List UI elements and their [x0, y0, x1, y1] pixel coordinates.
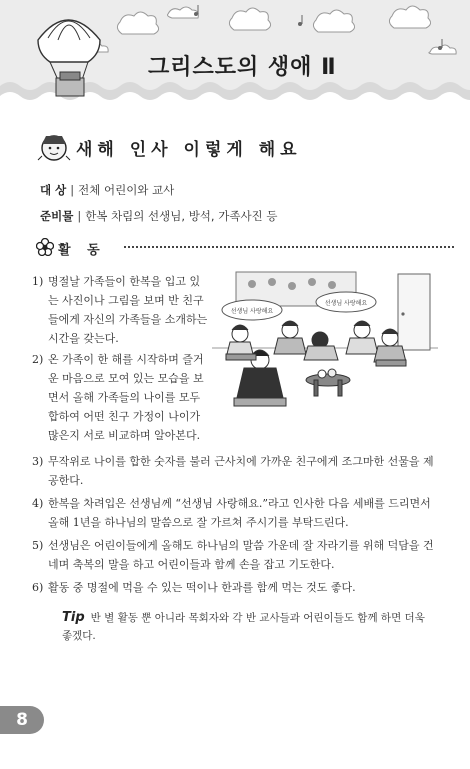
- activity-text: 명절날 가족들이 한복을 입고 있는 사진이나 그림을 보며 반 친구들에게 자신의 가족들을 소개하는 시간을 갖는다.: [48, 275, 208, 345]
- activity-text: 선생님은 어린이들에게 올해도 하나님의 말씀 가운데 잘 자라기를 위해 덕담을 건네며 축복의 말을 하고 어린이들과 함께 손을 잡고 기도한다.: [48, 539, 434, 571]
- activity-text: 활동 중 명절에 먹을 수 있는 떡이나 한과를 함께 먹는 것도 좋다.: [48, 581, 356, 594]
- activity-text: 무작위로 나이를 합한 숫자를 불러 근사치에 가까운 친구에게 조그마한 선물을 제공한다.: [48, 455, 434, 487]
- prep-row: [40, 208, 277, 224]
- section-subtitle: 새해 인사 이렇게 해요: [76, 140, 302, 160]
- activity-item-2: [32, 350, 208, 445]
- activity-item-4: [32, 494, 436, 532]
- classroom-illustration: [212, 268, 438, 410]
- activity-item-5: [32, 536, 436, 574]
- tip-text: 반 별 활동 뿐 아니라 목회자와 각 반 교사들과 어린이들도 함께 하면 더욱 좋겠다.: [62, 612, 425, 642]
- activity-number: 1): [32, 275, 44, 288]
- activity-number: 4): [32, 497, 44, 510]
- activity-number: 5): [32, 539, 44, 552]
- tip-label: Tip: [62, 610, 85, 625]
- child-face-icon: [36, 128, 72, 164]
- page-header: [0, 0, 470, 108]
- activity-item-6: [32, 578, 436, 597]
- page-number: 8: [0, 706, 44, 734]
- section-subtitle-row: [36, 128, 436, 168]
- page-title: 그리스도의 생애 Ⅱ: [148, 55, 337, 80]
- activity-number: 2): [32, 353, 44, 366]
- prep-value: 한복 차림의 선생님, 방석, 가족사진 등: [85, 209, 278, 223]
- speech-bubble-left: 선생님 사랑해요: [230, 308, 274, 315]
- activity-number: 3): [32, 455, 44, 468]
- activity-item-3: [32, 452, 436, 490]
- heading-dotted-rule: [124, 246, 454, 248]
- target-row: [40, 182, 174, 198]
- target-value: 전체 어린이와 교사: [78, 183, 175, 197]
- target-label: 대 상: [40, 183, 67, 197]
- target-separator: |: [70, 183, 75, 197]
- activity-text: 온 가족이 한 해를 시작하며 즐거운 마음으로 모여 있는 모습을 보면서 올해 가족들의 나이를 모두 합하여 어떤 친구 가정이 나이가 많은지 서로 비교하며 알아본다.: [48, 353, 204, 442]
- tip-box: [62, 609, 434, 645]
- activity-text: 한복을 차려입은 선생님께 “선생님 사랑해요.”라고 인사한 다음 세배를 드리면서 올해 1년을 하나님의 말씀으로 잘 가르쳐 주시기를 부탁드린다.: [48, 497, 431, 529]
- activity-heading: [36, 238, 436, 258]
- speech-bubble-right: 선생님 사랑해요: [324, 300, 368, 307]
- prep-separator: |: [77, 209, 82, 223]
- activity-number: 6): [32, 581, 44, 594]
- activity-heading-text: 활 동: [58, 243, 106, 258]
- activity-item-1: [32, 272, 208, 348]
- prep-label: 준비물: [40, 209, 74, 223]
- flower-icon: [36, 238, 54, 256]
